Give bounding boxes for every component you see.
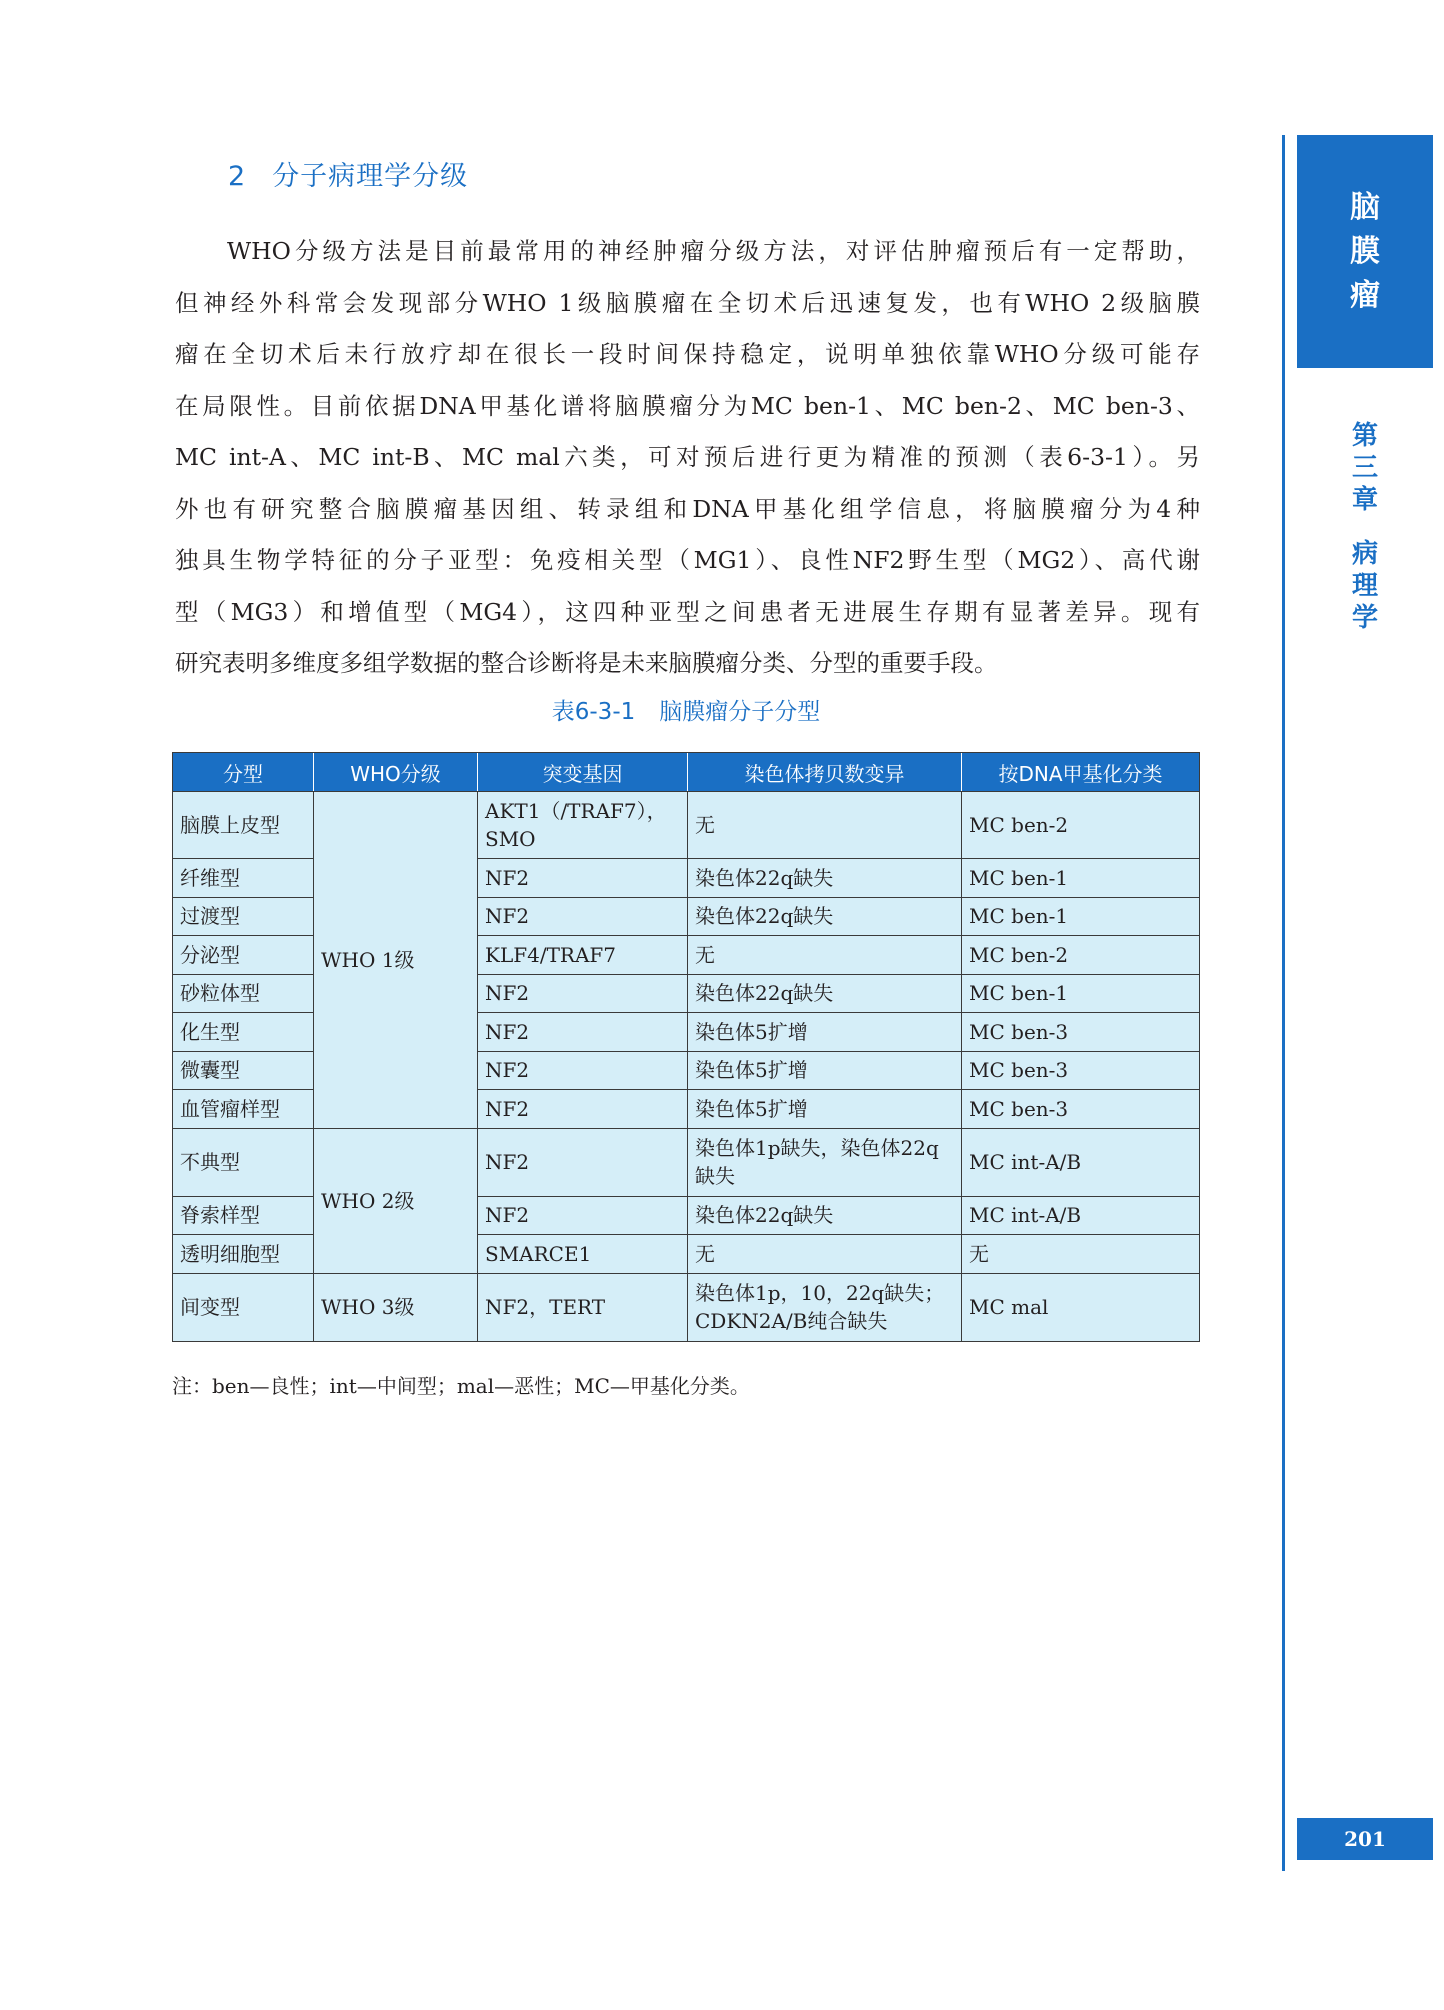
cnv-cell: 染色体22q缺失 [687,974,961,1013]
page-number: 201 [1297,1818,1433,1860]
table-caption [0,693,1372,726]
subtype-cell: 砂粒体型 [173,974,313,1013]
cnv-cell: 染色体22q缺失 [687,1196,961,1235]
subtype-cell: 透明细胞型 [173,1234,313,1273]
methylation-class-cell: MC ben-3 [961,1012,1199,1051]
subtype-cell: 微囊型 [173,1051,313,1090]
mutated-gene-cell: NF2 [477,897,687,936]
subtype-cell: 过渡型 [173,897,313,936]
chapter-label [1297,420,1433,634]
subtype-cell: 脊索样型 [173,1196,313,1235]
mutated-gene-cell: NF2 [477,1196,687,1235]
margin-rule [1282,135,1285,1871]
cnv-cell: 无 [687,935,961,974]
body-line: 研究表明多维度多组学数据的整合诊断将是未来脑膜瘤分类、分型的重要手段。 [175,649,998,677]
subtype-cell: 血管瘤样型 [173,1089,313,1128]
body-paragraph [175,226,1200,690]
mutated-gene-cell: NF2 [477,1012,687,1051]
methylation-class-cell: MC ben-3 [961,1089,1199,1128]
who-grade-cell: WHO 2级 [313,1128,477,1273]
subtype-cell: 间变型 [173,1273,313,1341]
table-header-cell: 突变基因 [477,753,687,791]
chapter-label-char: 第 [1351,421,1378,451]
methylation-class-cell: MC int-A/B [961,1196,1199,1235]
methylation-class-cell: MC ben-1 [961,858,1199,897]
body-line: 但神经外科常会发现部分WHO 1级脑膜瘤在全切术后迅速复发，也有WHO 2级脑膜 [175,288,1200,317]
chapter-label-char: 三 [1351,453,1378,483]
table-caption-title: 脑膜瘤分子分型 [659,699,821,725]
mutated-gene-cell: KLF4/TRAF7 [477,935,687,974]
mutated-gene-cell: AKT1（/TRAF7），SMO [477,791,687,858]
mutated-gene-cell: NF2 [477,1128,687,1196]
subtype-cell: 不典型 [173,1128,313,1196]
body-line: 型（MG3）和增值型（MG4），这四种亚型之间患者无进展生存期有显著差异。现有 [175,597,1200,626]
table-header-cell: WHO分级 [313,753,477,791]
methylation-class-cell: MC ben-2 [961,791,1199,858]
chapter-topic-char: 理 [1351,571,1378,601]
cnv-cell: 染色体22q缺失 [687,858,961,897]
methylation-class-cell: MC int-A/B [961,1128,1199,1196]
methylation-class-cell: MC ben-1 [961,897,1199,936]
cnv-cell: 染色体5扩增 [687,1012,961,1051]
who-grade-cell: WHO 3级 [313,1273,477,1341]
section-title: 分子病理学分级 [272,161,469,192]
methylation-class-cell: MC ben-1 [961,974,1199,1013]
body-line: WHO分级方法是目前最常用的神经肿瘤分级方法，对评估肿瘤预后有一定帮助， [227,237,1200,265]
chapter-topic-char: 病 [1351,539,1378,569]
who-grade-cell: WHO 1级 [313,791,477,1128]
cnv-cell: 染色体1p，10，22q缺失；CDKN2A/B纯合缺失 [687,1273,961,1341]
subtype-cell: 化生型 [173,1012,313,1051]
body-line: 瘤在全切术后未行放疗却在很长一段时间保持稳定，说明单独依靠WHO分级可能存 [175,340,1200,368]
table-header-cell: 按DNA甲基化分类 [961,753,1199,791]
cnv-cell: 染色体5扩增 [687,1089,961,1128]
chapter-topic-char: 学 [1351,603,1378,633]
chapter-label-char: 章 [1351,485,1378,515]
chapter-tab-char: 膜 [1350,233,1380,269]
subtype-cell: 分泌型 [173,935,313,974]
cnv-cell: 无 [687,791,961,858]
table-note: 注：ben—良性；int—中间型；mal—恶性；MC—甲基化分类。 [172,1374,750,1398]
mutated-gene-cell: NF2，TERT [477,1273,687,1341]
meningioma-subtype-table [172,752,1200,1342]
cnv-cell: 染色体5扩增 [687,1051,961,1090]
mutated-gene-cell: NF2 [477,858,687,897]
chapter-tab-char: 瘤 [1350,277,1380,313]
mutated-gene-cell: NF2 [477,974,687,1013]
cnv-cell: 无 [687,1234,961,1273]
cnv-cell: 染色体1p缺失，染色体22q缺失 [687,1128,961,1196]
section-heading [228,154,468,193]
section-number: 2 [228,161,247,192]
body-line: 独具生物学特征的分子亚型：免疫相关型（MG1）、良性NF2野生型（MG2）、高代谢 [175,546,1200,574]
table-header-cell: 分型 [173,753,313,791]
body-line: 在局限性。目前依据DNA甲基化谱将脑膜瘤分为MC ben-1、MC ben-2、MC ben-3、 [175,391,1200,420]
methylation-class-cell: MC ben-3 [961,1051,1199,1090]
body-line: MC int-A、MC int-B、MC mal六类，可对预后进行更为精准的预测（表6-3-1）。另 [175,443,1200,471]
table-header-cell: 染色体拷贝数变异 [687,753,961,791]
cnv-cell: 染色体22q缺失 [687,897,961,936]
methylation-class-cell: MC ben-2 [961,935,1199,974]
chapter-tab-char: 脑 [1350,189,1380,225]
subtype-cell: 脑膜上皮型 [173,791,313,858]
methylation-class-cell: 无 [961,1234,1199,1273]
methylation-class-cell: MC mal [961,1273,1199,1341]
chapter-tab [1297,135,1433,368]
mutated-gene-cell: NF2 [477,1089,687,1128]
mutated-gene-cell: NF2 [477,1051,687,1090]
table-caption-number: 表6-3-1 [551,699,636,725]
mutated-gene-cell: SMARCE1 [477,1234,687,1273]
body-line: 外也有研究整合脑膜瘤基因组、转录组和DNA甲基化组学信息，将脑膜瘤分为4种 [175,494,1200,523]
subtype-cell: 纤维型 [173,858,313,897]
